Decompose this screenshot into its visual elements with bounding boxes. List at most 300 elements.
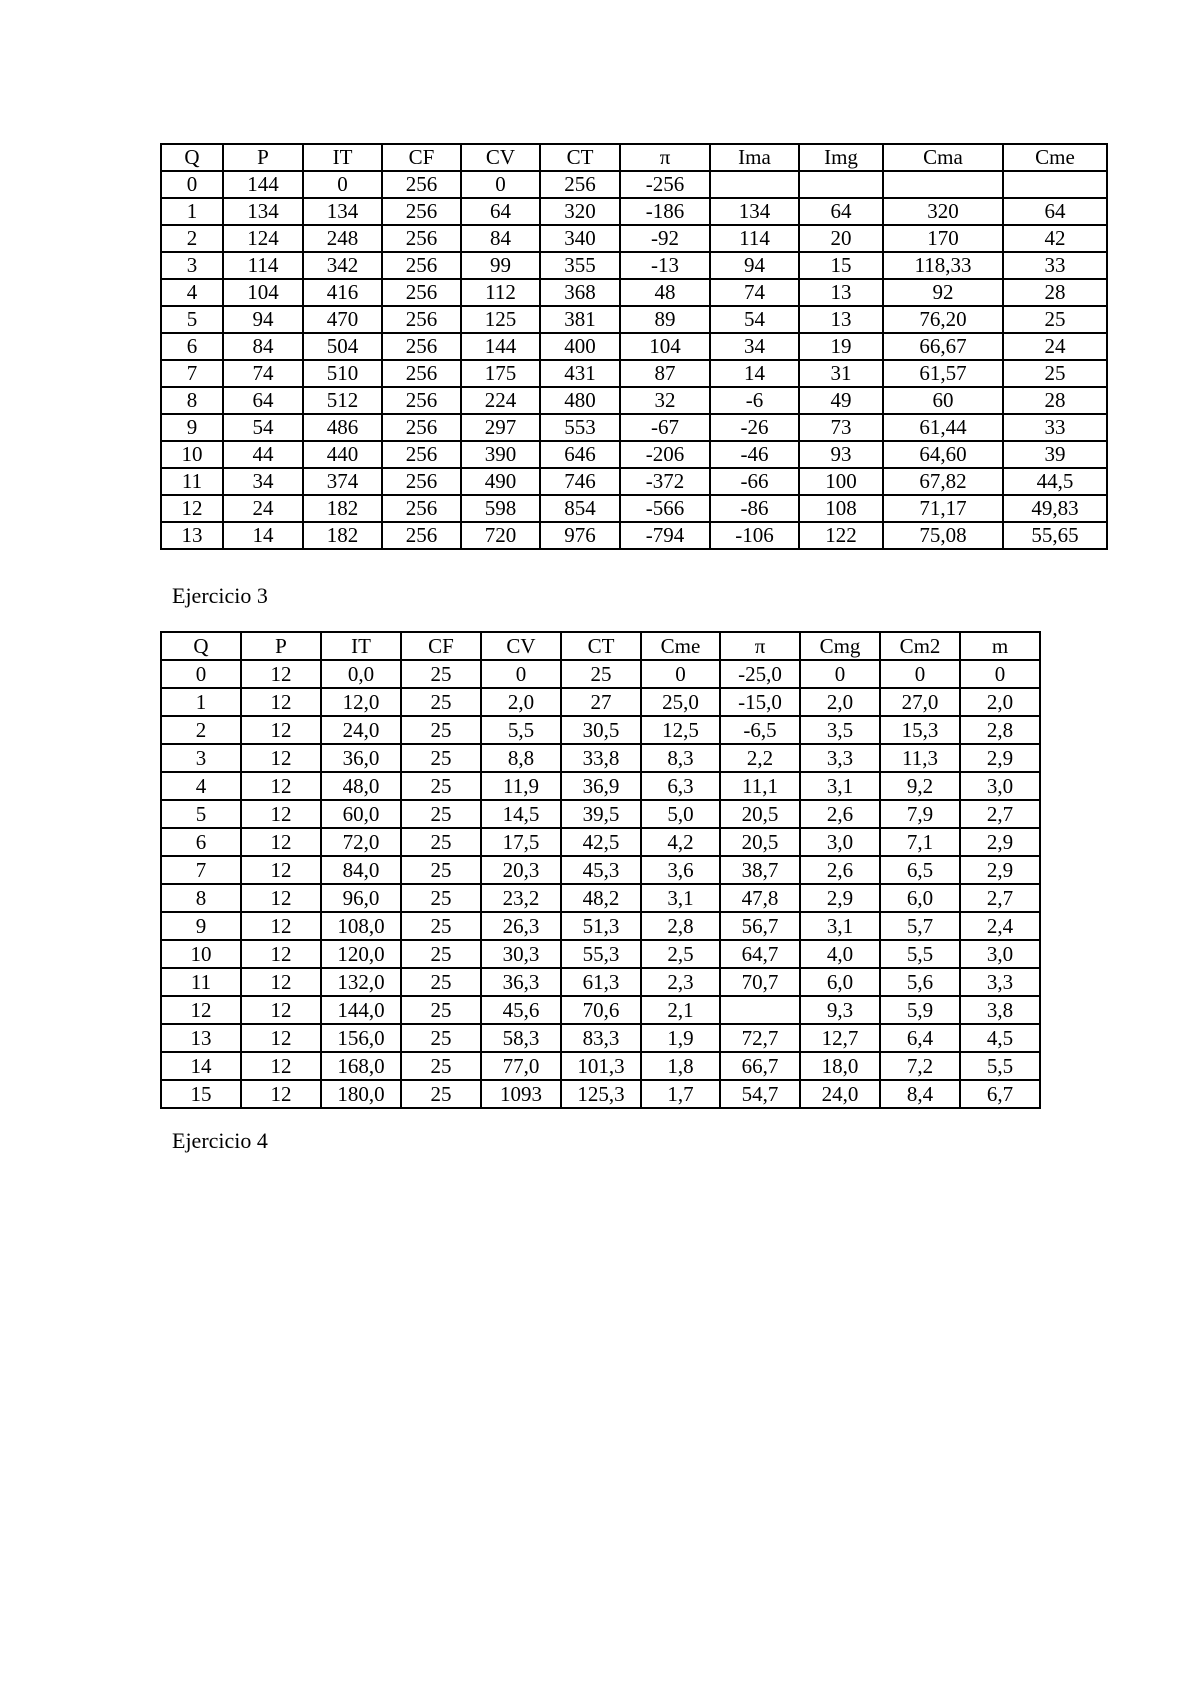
- table-cell: 134: [223, 198, 303, 225]
- table-cell: -566: [620, 495, 710, 522]
- table-cell: 12: [161, 495, 223, 522]
- table-cell: 45,6: [481, 996, 561, 1024]
- table-cell: 8: [161, 387, 223, 414]
- table-cell: 87: [620, 360, 710, 387]
- table-cell: 5: [161, 800, 241, 828]
- table-cell: 20,5: [720, 800, 800, 828]
- table-cell: [799, 171, 883, 198]
- table-cell: 14: [223, 522, 303, 549]
- table-cell: 2,2: [720, 744, 800, 772]
- table-cell: -67: [620, 414, 710, 441]
- table-cell: 440: [303, 441, 382, 468]
- table-cell: 1: [161, 198, 223, 225]
- table-cell: 256: [382, 333, 461, 360]
- table-cell: 8,8: [481, 744, 561, 772]
- table-cell: 99: [461, 252, 540, 279]
- table-cell: 76,20: [883, 306, 1003, 333]
- table-cell: 28: [1003, 279, 1107, 306]
- table-cell: 51,3: [561, 912, 641, 940]
- table-cell: 5,5: [481, 716, 561, 744]
- header-cell: Cmg: [800, 632, 880, 660]
- table-cell: 25: [401, 1024, 481, 1052]
- table-row: [161, 800, 1040, 828]
- table-cell: 2,6: [800, 800, 880, 828]
- table-cell: 320: [883, 198, 1003, 225]
- table-row: [161, 171, 1107, 198]
- table-cell: 64: [1003, 198, 1107, 225]
- table-cell: 6: [161, 828, 241, 856]
- header-cell: Cm2: [880, 632, 960, 660]
- table-ejercicio-3: [160, 143, 1108, 550]
- table-cell: -86: [710, 495, 799, 522]
- header-cell: P: [241, 632, 321, 660]
- table-cell: 8,4: [880, 1080, 960, 1108]
- table-cell: 47,8: [720, 884, 800, 912]
- table-cell: 746: [540, 468, 620, 495]
- table-cell: 2,4: [960, 912, 1040, 940]
- table-row: [161, 716, 1040, 744]
- table-cell: 0: [461, 171, 540, 198]
- table-cell: 38,7: [720, 856, 800, 884]
- table-cell: 36,9: [561, 772, 641, 800]
- table-cell: 256: [382, 252, 461, 279]
- table-row: [161, 306, 1107, 333]
- table-cell: 6: [161, 333, 223, 360]
- header-cell: CV: [461, 144, 540, 171]
- table-cell: 2,0: [481, 688, 561, 716]
- table-cell: 72,7: [720, 1024, 800, 1052]
- table-cell: 25: [401, 996, 481, 1024]
- header-cell: CT: [540, 144, 620, 171]
- table-cell: 48,0: [321, 772, 401, 800]
- table-cell: 15: [161, 1080, 241, 1108]
- table-cell: 15,3: [880, 716, 960, 744]
- table-row: [161, 225, 1107, 252]
- table-cell: 13: [161, 1024, 241, 1052]
- table-cell: 8: [161, 884, 241, 912]
- table-cell: 120,0: [321, 940, 401, 968]
- table-cell: 84,0: [321, 856, 401, 884]
- table-cell: 124: [223, 225, 303, 252]
- table-cell: 25: [561, 660, 641, 688]
- table-cell: 256: [540, 171, 620, 198]
- table-row: [161, 360, 1107, 387]
- table-row: [161, 252, 1107, 279]
- header-cell: π: [620, 144, 710, 171]
- table-cell: 34: [710, 333, 799, 360]
- table-row: [161, 522, 1107, 549]
- table-cell: 44,5: [1003, 468, 1107, 495]
- table-cell: 2,7: [960, 884, 1040, 912]
- table-cell: -206: [620, 441, 710, 468]
- table-cell: 24,0: [321, 716, 401, 744]
- table-cell: 77,0: [481, 1052, 561, 1080]
- table-cell: 3: [161, 744, 241, 772]
- table-cell: 30,3: [481, 940, 561, 968]
- table-cell: 49,83: [1003, 495, 1107, 522]
- table-cell: 108: [799, 495, 883, 522]
- table-cell: 7,1: [880, 828, 960, 856]
- table-cell: 12: [241, 968, 321, 996]
- table-cell: 1093: [481, 1080, 561, 1108]
- table-cell: 12: [241, 800, 321, 828]
- table-cell: 256: [382, 468, 461, 495]
- header-row: [161, 144, 1107, 171]
- header-cell: Cme: [641, 632, 720, 660]
- table-cell: 510: [303, 360, 382, 387]
- table-cell: 342: [303, 252, 382, 279]
- table-cell: 3,3: [800, 744, 880, 772]
- table-cell: 2,1: [641, 996, 720, 1024]
- table-cell: 2,0: [800, 688, 880, 716]
- header-cell: IT: [303, 144, 382, 171]
- table-cell: [883, 171, 1003, 198]
- table-cell: 12: [241, 1080, 321, 1108]
- table-cell: 24,0: [800, 1080, 880, 1108]
- table-cell: 112: [461, 279, 540, 306]
- header-cell: Q: [161, 144, 223, 171]
- table-cell: 25: [1003, 360, 1107, 387]
- table-cell: 64,7: [720, 940, 800, 968]
- header-cell: Q: [161, 632, 241, 660]
- table-cell: 2: [161, 225, 223, 252]
- table-cell: 25: [401, 968, 481, 996]
- table-cell: 25,0: [641, 688, 720, 716]
- table-cell: 67,82: [883, 468, 1003, 495]
- table-cell: 94: [710, 252, 799, 279]
- table-cell: 10: [161, 940, 241, 968]
- table-cell: 56,7: [720, 912, 800, 940]
- table-cell: 5: [161, 306, 223, 333]
- caption-ejercicio-4: Ejercicio 4: [172, 1128, 268, 1153]
- header-cell: Cme: [1003, 144, 1107, 171]
- table-cell: 25: [401, 884, 481, 912]
- table-cell: 1,9: [641, 1024, 720, 1052]
- table-cell: 355: [540, 252, 620, 279]
- table-cell: 2,8: [641, 912, 720, 940]
- table-cell: 976: [540, 522, 620, 549]
- table-cell: 5,7: [880, 912, 960, 940]
- table-cell: 66,7: [720, 1052, 800, 1080]
- table-cell: 74: [710, 279, 799, 306]
- table-cell: 92: [883, 279, 1003, 306]
- table-cell: 74: [223, 360, 303, 387]
- table-cell: 33: [1003, 414, 1107, 441]
- table-cell: 144,0: [321, 996, 401, 1024]
- table-cell: 7: [161, 856, 241, 884]
- table-cell: 0: [303, 171, 382, 198]
- table-cell: 340: [540, 225, 620, 252]
- table-cell: 381: [540, 306, 620, 333]
- table-cell: 11: [161, 968, 241, 996]
- table-cell: 144: [461, 333, 540, 360]
- table-cell: 2: [161, 716, 241, 744]
- table-cell: 60: [883, 387, 1003, 414]
- header-cell: CV: [481, 632, 561, 660]
- table-cell: 256: [382, 414, 461, 441]
- table-cell: 3,1: [800, 772, 880, 800]
- table-ejercicio-4: [160, 631, 1041, 1109]
- table-cell: 4,5: [960, 1024, 1040, 1052]
- table-cell: 2,0: [960, 688, 1040, 716]
- table-cell: 480: [540, 387, 620, 414]
- table-cell: 180,0: [321, 1080, 401, 1108]
- table-cell: 48,2: [561, 884, 641, 912]
- table-cell: 9,3: [800, 996, 880, 1024]
- table-cell: 3,0: [960, 772, 1040, 800]
- table-row: [161, 744, 1040, 772]
- table-cell: 490: [461, 468, 540, 495]
- table-cell: 256: [382, 387, 461, 414]
- table-row: [161, 968, 1040, 996]
- table-cell: 4,0: [800, 940, 880, 968]
- table-cell: 0: [161, 660, 241, 688]
- table-cell: 12: [241, 660, 321, 688]
- table-cell: 84: [223, 333, 303, 360]
- table-cell: 12,0: [321, 688, 401, 716]
- table-cell: -794: [620, 522, 710, 549]
- header-cell: Img: [799, 144, 883, 171]
- table-cell: 25: [401, 688, 481, 716]
- table-cell: [710, 171, 799, 198]
- table-cell: 96,0: [321, 884, 401, 912]
- table-row: [161, 1080, 1040, 1108]
- table-cell: 1,7: [641, 1080, 720, 1108]
- table-cell: 34: [223, 468, 303, 495]
- table-cell: -6: [710, 387, 799, 414]
- table-cell: 1,8: [641, 1052, 720, 1080]
- table-cell: 598: [461, 495, 540, 522]
- table-cell: 1: [161, 688, 241, 716]
- table-cell: 9: [161, 912, 241, 940]
- table-cell: 24: [223, 495, 303, 522]
- table-cell: 0: [960, 660, 1040, 688]
- table-cell: 182: [303, 495, 382, 522]
- table-row: [161, 495, 1107, 522]
- table-cell: 27,0: [880, 688, 960, 716]
- table-cell: 25: [401, 744, 481, 772]
- table-cell: 36,0: [321, 744, 401, 772]
- table-cell: 4,2: [641, 828, 720, 856]
- table-cell: 553: [540, 414, 620, 441]
- table-cell: [1003, 171, 1107, 198]
- table-cell: 12: [241, 1052, 321, 1080]
- table-cell: 94: [223, 306, 303, 333]
- table-cell: 11,1: [720, 772, 800, 800]
- table-cell: 416: [303, 279, 382, 306]
- table-cell: 71,17: [883, 495, 1003, 522]
- table-cell: 2,9: [960, 856, 1040, 884]
- table-row: [161, 772, 1040, 800]
- table-cell: 55,65: [1003, 522, 1107, 549]
- table-cell: 20: [799, 225, 883, 252]
- table-cell: 58,3: [481, 1024, 561, 1052]
- table-cell: 20,5: [720, 828, 800, 856]
- table-cell: 12: [241, 828, 321, 856]
- table-cell: 3,5: [800, 716, 880, 744]
- table-cell: 5,5: [960, 1052, 1040, 1080]
- table-cell: 125: [461, 306, 540, 333]
- table-cell: 3,3: [960, 968, 1040, 996]
- table-cell: 0: [880, 660, 960, 688]
- table-cell: 42,5: [561, 828, 641, 856]
- table-cell: 13: [799, 279, 883, 306]
- table-row: [161, 660, 1040, 688]
- table-cell: 2,7: [960, 800, 1040, 828]
- table-cell: 49: [799, 387, 883, 414]
- table-cell: -13: [620, 252, 710, 279]
- table-cell: 104: [223, 279, 303, 306]
- table-row: [161, 856, 1040, 884]
- table-cell: 170: [883, 225, 1003, 252]
- table-cell: 486: [303, 414, 382, 441]
- table-cell: 3,1: [800, 912, 880, 940]
- header-cell: Ima: [710, 144, 799, 171]
- table-cell: 101,3: [561, 1052, 641, 1080]
- table-cell: 64: [461, 198, 540, 225]
- table-cell: 12: [161, 996, 241, 1024]
- table-cell: 55,3: [561, 940, 641, 968]
- table-cell: 175: [461, 360, 540, 387]
- table-cell: 12: [241, 688, 321, 716]
- table-cell: 114: [223, 252, 303, 279]
- table-cell: 132,0: [321, 968, 401, 996]
- table-cell: 182: [303, 522, 382, 549]
- table-cell: 854: [540, 495, 620, 522]
- table-cell: 25: [401, 772, 481, 800]
- table-cell: 30,5: [561, 716, 641, 744]
- table-cell: 5,5: [880, 940, 960, 968]
- table-cell: 156,0: [321, 1024, 401, 1052]
- table-cell: 6,4: [880, 1024, 960, 1052]
- table-cell: 28: [1003, 387, 1107, 414]
- table-cell: 256: [382, 306, 461, 333]
- table-row: [161, 884, 1040, 912]
- table-cell: 504: [303, 333, 382, 360]
- table-cell: 17,5: [481, 828, 561, 856]
- table-cell: 7: [161, 360, 223, 387]
- table-cell: 104: [620, 333, 710, 360]
- table-cell: 14: [161, 1052, 241, 1080]
- table-cell: 60,0: [321, 800, 401, 828]
- table-cell: 256: [382, 171, 461, 198]
- table-cell: 10: [161, 441, 223, 468]
- table-cell: 12: [241, 940, 321, 968]
- table-cell: 118,33: [883, 252, 1003, 279]
- table-cell: 83,3: [561, 1024, 641, 1052]
- table-cell: 11: [161, 468, 223, 495]
- table-cell: 23,2: [481, 884, 561, 912]
- table-row: [161, 1024, 1040, 1052]
- table-cell: 512: [303, 387, 382, 414]
- table-cell: 6,0: [880, 884, 960, 912]
- table-cell: 2,3: [641, 968, 720, 996]
- table-row: [161, 828, 1040, 856]
- table-cell: 75,08: [883, 522, 1003, 549]
- table-cell: 44: [223, 441, 303, 468]
- table-cell: 27: [561, 688, 641, 716]
- table-cell: 2,8: [960, 716, 1040, 744]
- table-row: [161, 912, 1040, 940]
- table-cell: -15,0: [720, 688, 800, 716]
- table-row: [161, 468, 1107, 495]
- table-cell: -25,0: [720, 660, 800, 688]
- table-cell: 8,3: [641, 744, 720, 772]
- table-cell: 134: [303, 198, 382, 225]
- table-cell: 72,0: [321, 828, 401, 856]
- table-cell: 3: [161, 252, 223, 279]
- table-cell: 134: [710, 198, 799, 225]
- table-cell: 13: [799, 306, 883, 333]
- table-cell: 66,67: [883, 333, 1003, 360]
- table-cell: 9: [161, 414, 223, 441]
- table-cell: 6,0: [800, 968, 880, 996]
- header-cell: π: [720, 632, 800, 660]
- table-cell: 2,9: [960, 828, 1040, 856]
- table-cell: 256: [382, 360, 461, 387]
- table-cell: 5,0: [641, 800, 720, 828]
- table-cell: 12: [241, 912, 321, 940]
- table-cell: 5,9: [880, 996, 960, 1024]
- table-row: [161, 996, 1040, 1024]
- table-cell: 108,0: [321, 912, 401, 940]
- table-cell: 25: [401, 1052, 481, 1080]
- table-cell: 6,7: [960, 1080, 1040, 1108]
- table-cell: 45,3: [561, 856, 641, 884]
- table-cell: 64: [223, 387, 303, 414]
- table-cell: 256: [382, 441, 461, 468]
- table-cell: 122: [799, 522, 883, 549]
- table-row: [161, 387, 1107, 414]
- table-cell: 70,6: [561, 996, 641, 1024]
- table-cell: 25: [401, 660, 481, 688]
- table-cell: 400: [540, 333, 620, 360]
- table-row: [161, 279, 1107, 306]
- table-cell: 61,57: [883, 360, 1003, 387]
- table-cell: 431: [540, 360, 620, 387]
- table-cell: 2,9: [960, 744, 1040, 772]
- table-cell: 54: [223, 414, 303, 441]
- table-cell: 3,1: [641, 884, 720, 912]
- caption-ejercicio-3: Ejercicio 3: [172, 583, 268, 608]
- table-cell: 7,2: [880, 1052, 960, 1080]
- table-cell: 36,3: [481, 968, 561, 996]
- table-cell: 18,0: [800, 1052, 880, 1080]
- table-cell: 84: [461, 225, 540, 252]
- table-cell: 26,3: [481, 912, 561, 940]
- table-cell: 320: [540, 198, 620, 225]
- table-cell: 9,2: [880, 772, 960, 800]
- table-cell: 14,5: [481, 800, 561, 828]
- table-cell: 39,5: [561, 800, 641, 828]
- table-cell: 42: [1003, 225, 1107, 252]
- table-cell: 3,0: [960, 940, 1040, 968]
- header-row: [161, 632, 1040, 660]
- table-cell: 31: [799, 360, 883, 387]
- table-cell: 256: [382, 225, 461, 252]
- table-cell: 3,6: [641, 856, 720, 884]
- table-cell: 64,60: [883, 441, 1003, 468]
- header-cell: P: [223, 144, 303, 171]
- table-cell: 93: [799, 441, 883, 468]
- table-cell: -66: [710, 468, 799, 495]
- header-cell: m: [960, 632, 1040, 660]
- table-cell: 368: [540, 279, 620, 306]
- table-cell: 12,7: [800, 1024, 880, 1052]
- table-cell: 6,3: [641, 772, 720, 800]
- table-cell: 25: [401, 912, 481, 940]
- table-cell: 25: [401, 1080, 481, 1108]
